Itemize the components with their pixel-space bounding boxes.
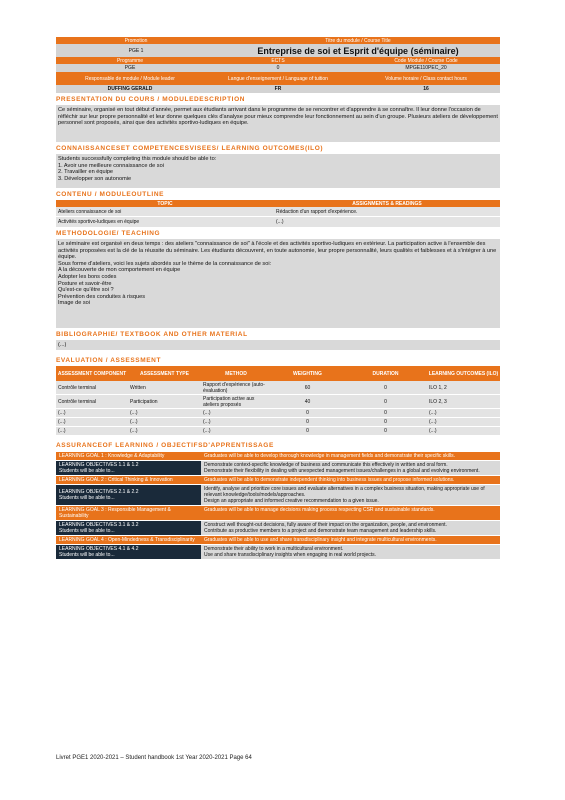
programme-label: Programme — [116, 57, 144, 64]
contenu-row — [56, 217, 500, 227]
evaluation-cell: Participation — [130, 398, 158, 405]
learning-goal-block — [56, 452, 500, 475]
promotion-label: Promotion — [124, 37, 148, 44]
methodologie-box — [56, 239, 500, 328]
assurance-heading: ASSURANCEOF LEARNING / OBJECTIFSD'APPRENTISSAGE — [56, 442, 274, 449]
presentation-text: Ce séminaire, organisé en tout début d'année, permet aux étudiants arrivant dans le programme de se rencontrer et d'apprendre à se connaître. Il leur donne l'occasion de réfléchir sur leur propre personnalité et leur donne quelques clés d'analyse pour mieux comprendre leur fonctionnement au sein d'un groupe. Plusieurs ateliers de développement personnel sont proposés, ainsi que des activités sportivo-ludiques en équipe. — [56, 105, 500, 142]
contenu-heading: CONTENU / MODULEOUTLINE — [56, 191, 165, 198]
learning-goal-title: LEARNING GOAL 1 : Knowledge & Adaptability — [56, 452, 201, 460]
outcomes-heading: CONNAISSANCESET COMPETENCESVISEES/ LEARNING OUTCOMES(ILO) — [56, 145, 324, 152]
ects-value: 0 — [276, 65, 280, 71]
volume-value: 16 — [423, 86, 429, 92]
methodologie-line: A la découverte de mon comportement en équipe — [58, 267, 181, 274]
course-sheet — [56, 37, 500, 559]
evaluation-cell: (...) — [429, 428, 437, 434]
evaluation-cell: 0 — [384, 384, 387, 391]
eval-col: DURATION — [372, 370, 399, 377]
learning-goal-text: Graduates will be able to develop thorough knowledge in management fields and demonstrate their specific skills. — [201, 452, 500, 460]
methodologie-line: Posture et savoir-être — [58, 280, 112, 287]
objectives-items — [201, 485, 500, 505]
resp-value: DUFFING GERALD — [107, 86, 153, 92]
programme-value: PGE — [124, 65, 136, 71]
code-label: Code Module / Course Code — [394, 57, 458, 64]
evaluation-header — [56, 366, 500, 381]
objective-item: Use and share transdisciplinary insights when engaging in real world projects. — [204, 552, 377, 558]
objective-item: Construct well thought-out decisions, fully aware of their impact on the organization, people, and environment. — [204, 522, 447, 528]
objective-item: Identify, analyse and prioritize core issues and evaluate alternatives in a complex business situation, making appropriate use of relevant knowledge/tools/models/approaches. — [204, 486, 485, 498]
evaluation-cell: 0 — [384, 428, 387, 434]
header-row-2 — [56, 44, 500, 57]
eval-col: ASSESSMENT TYPE — [140, 370, 189, 377]
evaluation-cell: (...) — [429, 419, 437, 425]
evaluation-row — [56, 381, 500, 395]
contenu-header — [56, 200, 500, 207]
learning-objectives — [56, 545, 201, 559]
objectives-sub: Students will be able to... — [59, 495, 115, 501]
lang-value: FR — [274, 86, 282, 92]
evaluation-cell: Written — [130, 384, 146, 391]
learning-goal-block — [56, 536, 500, 559]
learning-goal-text: Graduates will be able to demonstrate independent thinking into business issues and propose informed solutions. — [201, 476, 500, 484]
learning-goal-row — [56, 536, 500, 544]
header-row-3 — [56, 57, 500, 64]
methodologie-line: Le séminaire est organisé en deux temps : des ateliers "connaissance de soi" à l'école et des activités sportivo-ludiques en extérieur. La participation active à l'ensemble des activités proposées est la clé de la réussite du séminaire. Les étudiants découvrent, en toute autonomie, leur propre personnalité, leurs qualités et faiblesses et à s'intégrer à une équipe. — [58, 241, 497, 261]
header-row-1 — [56, 37, 500, 44]
objectives-sub: Students will be able to... — [59, 528, 115, 534]
evaluation-rows — [56, 381, 500, 436]
evaluation-heading: EVALUATION / ASSESSMENT — [56, 357, 162, 364]
learning-goal-block — [56, 476, 500, 505]
objectives-title: LEARNING OBJECTIVES 4.1 & 4.2 — [59, 546, 139, 552]
learning-goal-text: Graduates will be able to manage decisions making process respecting CSR and sustainable standards. — [201, 506, 500, 520]
evaluation-cell: (...) — [130, 410, 138, 416]
evaluation-cell: 0 — [306, 428, 309, 434]
learning-objectives-row — [56, 461, 500, 475]
objectives-items — [201, 521, 500, 535]
bibliographie-heading: BIBLIOGRAPHIE/ TEXTBOOK AND OTHER MATERIAL — [56, 331, 248, 338]
title-label: Titre du module / Course Title — [325, 37, 391, 44]
evaluation-cell: (...) — [58, 419, 66, 425]
evaluation-cell: 0 — [306, 419, 309, 425]
resp-label: Responsable de module / Module leader — [85, 75, 175, 82]
evaluation-cell: ILO 2, 3 — [429, 398, 447, 405]
evaluation-cell: (...) — [130, 419, 138, 425]
eval-col: LEARNING OUTCOMES (ILO) — [428, 370, 499, 377]
objective-item: Demonstrate context-specific knowledge of business and communicate this effectively in written and oral form. — [204, 462, 448, 468]
objectives-title: LEARNING OBJECTIVES 2.1 & 2.2 — [59, 489, 139, 495]
learning-goal-row — [56, 452, 500, 460]
evaluation-cell: Contrôle terminal — [58, 398, 97, 405]
methodologie-line: Qu'est-ce qu'être soi ? — [58, 287, 114, 294]
header-row-6 — [56, 85, 500, 93]
objectives-sub: Students will be able to... — [59, 468, 115, 474]
methodologie-line: Sous forme d'ateliers, voici les sujets abordés sur le thème de la connaissance de soi: — [58, 260, 272, 267]
evaluation-cell: ILO 1, 2 — [429, 384, 447, 391]
objectives-sub: Students will be able to... — [59, 552, 115, 558]
evaluation-cell: (...) — [130, 428, 138, 434]
ects-label: ECTS — [271, 57, 285, 64]
methodologie-line: Adopter les bons codes — [58, 273, 117, 280]
evaluation-cell: 0 — [384, 419, 387, 425]
learning-objectives-row — [56, 545, 500, 559]
objectives-title: LEARNING OBJECTIVES 1.1 & 1.2 — [59, 462, 139, 468]
methodologie-line: Image de soi — [58, 300, 91, 307]
outcome-item: 2. Travailler en équipe — [58, 169, 114, 176]
evaluation-cell: (...) — [58, 410, 66, 416]
learning-objectives — [56, 485, 201, 505]
evaluation-cell: Rapport d'expérience (auto-évaluation) — [203, 381, 265, 394]
evaluation-row — [56, 395, 500, 409]
methodologie-heading: METHODOLOGIE/ TEACHING — [56, 230, 161, 237]
header-row-4 — [56, 64, 500, 72]
eval-col: METHOD — [225, 370, 247, 377]
outcome-item: 3. Développer son autonomie — [58, 175, 132, 182]
code-value: MPGE110PEC_20 — [405, 65, 447, 71]
lang-label: Langue d'enseignement / Language of tuition — [228, 75, 328, 82]
learning-goal-text: Graduates will be able to use and share transdisciplinary insight and integrate multicultural environments. — [201, 536, 500, 544]
outcome-item: 1. Avoir une meilleure connaissance de soi — [58, 162, 164, 169]
evaluation-cell: 0 — [384, 410, 387, 416]
topic-cell: Ateliers connaissance de soi — [58, 208, 122, 215]
reading-cell: (...) — [276, 219, 284, 225]
evaluation-cell: (...) — [203, 428, 211, 434]
learning-goals — [56, 452, 500, 559]
learning-objectives — [56, 521, 201, 535]
outcomes-box — [56, 154, 500, 188]
evaluation-cell: 40 — [304, 398, 311, 405]
objective-item: Demonstrate their ability to work in a multicultural environment. — [204, 546, 344, 552]
volume-label: Volume horaire / Class contact hours — [385, 75, 467, 82]
learning-goal-title: LEARNING GOAL 3 : Responsible Management & Sustainability — [56, 506, 201, 520]
learning-objectives-row — [56, 485, 500, 505]
learning-goal-row — [56, 506, 500, 520]
objective-item: Contribute as productive members to a project and demonstrate team management and leadership skills. — [204, 528, 437, 534]
methodologie-line: Prévention des conduites à risques — [58, 293, 146, 300]
evaluation-cell: 0 — [384, 398, 387, 405]
objective-item: Demonstrate their flexibility in dealing with unexpected management issues/challenges in a global and evolving environment. — [204, 468, 480, 474]
evaluation-cell: Contrôle terminal — [58, 384, 97, 391]
evaluation-cell: 0 — [306, 410, 309, 416]
outcomes-intro: Students successfully completing this module should be able to: — [58, 156, 217, 162]
evaluation-row — [56, 409, 500, 418]
evaluation-cell: (...) — [203, 419, 211, 425]
evaluation-cell: (...) — [58, 428, 66, 434]
objectives-items — [201, 545, 500, 559]
page-footer: Livret PGE1 2020-2021 – Student handbook 1st Year 2020-2021 Page 64 — [56, 755, 252, 761]
col-topic: TOPIC — [157, 200, 173, 207]
evaluation-cell: (...) — [429, 410, 437, 416]
evaluation-cell: 60 — [304, 384, 311, 391]
evaluation-cell: (...) — [203, 410, 211, 416]
contenu-row — [56, 207, 500, 217]
presentation-heading: PRESENTATION DU COURS / MODULEDESCRIPTION — [56, 96, 246, 103]
eval-col: WEIGHTING — [293, 370, 322, 377]
topic-cell: Activités sportivo-ludiques en équipe — [58, 219, 140, 225]
objectives-items — [201, 461, 500, 475]
header-row-5 — [56, 72, 500, 85]
bibliographie-text: (...) — [56, 340, 500, 350]
col-reading: ASSIGNMENTS & READINGS — [352, 200, 422, 207]
objective-item: Design an appropriate and informed creative recommendation to a given issue. — [204, 498, 379, 504]
evaluation-row — [56, 427, 500, 436]
course-title: Entreprise de soi et Esprit d'équipe (séminaire) — [257, 45, 459, 56]
reading-cell: Rédaction d'un rapport d'expérience. — [276, 208, 358, 215]
promotion-value: PGE 1 — [128, 47, 144, 54]
learning-objectives-row — [56, 521, 500, 535]
evaluation-cell: Participation active aux ateliers proposés — [203, 395, 255, 408]
learning-goal-block — [56, 506, 500, 535]
eval-col: ASSESSMENT COMPONENT — [57, 370, 127, 377]
learning-goal-title: LEARNING GOAL 2 : Critical Thinking & Innovation — [56, 476, 201, 484]
learning-goal-title: LEARNING GOAL 4 : Open-Mindedness & Transdisciplinarity — [56, 536, 201, 544]
objectives-title: LEARNING OBJECTIVES 3.1 & 3.2 — [59, 522, 139, 528]
learning-goal-row — [56, 476, 500, 484]
evaluation-row — [56, 418, 500, 427]
learning-objectives — [56, 461, 201, 475]
